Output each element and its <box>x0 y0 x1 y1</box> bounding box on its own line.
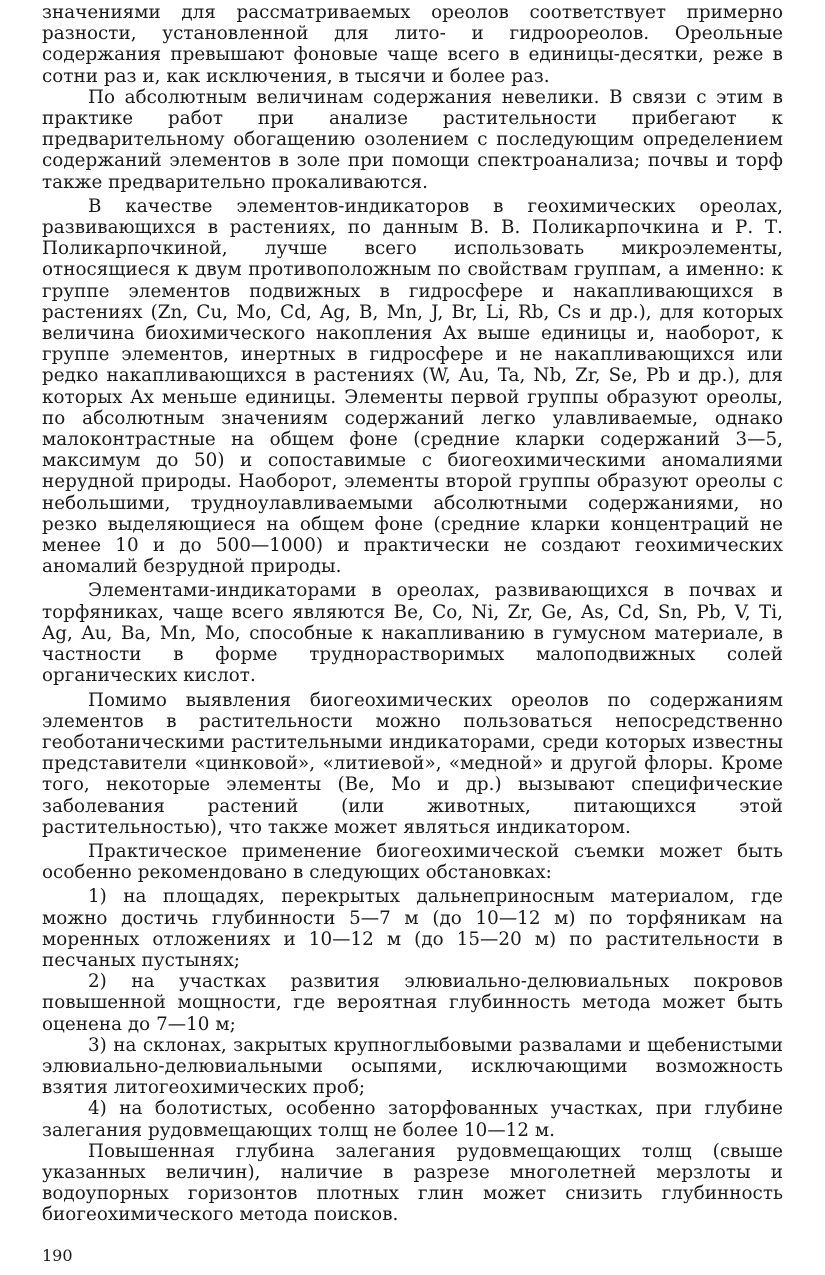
page-number: 190 <box>42 1246 73 1265</box>
list-item-3: 3) на склонах, закрытых крупноглыбовыми развалами и щебенистыми элювиально-делювиальными осыпями, исключающими возможность взятия литогеохимических проб; <box>42 1034 783 1099</box>
paragraph-practical-application: Практическое применение биогеохимической съемки может быть особенно рекомендовано в следующих обстановках: <box>42 840 783 884</box>
page-body <box>42 2 783 1226</box>
paragraph-absolute-values: По абсолютным величинам содержания невелики. В связи с этим в практике работ при анализе растительности прибегают к предварительному обогащению озолением с последующим определением содержаний элементов в золе при помощи спектроанализа; почвы и торф также предварительно прокаливаются. <box>42 86 783 193</box>
paragraph-continuation: значениями для рассматриваемых ореолов соответствует примерно разности, установленной для лито- и гидроореолов. Ореольные содержания превышают фоновые чаще всего в единицы-десятки, реже в сотни раз и, как исключения, в тысячи и более раз. <box>42 2 783 87</box>
list-item-1: 1) на площадях, перекрытых дальнеприносным материалом, где можно достичь глубинности 5—7 м (до 10—12 м) по торфяникам на моренных отложениях и 10—12 м (до 15—20 м) по растительности в песчаных пустынях; <box>42 886 783 971</box>
paragraph-indicator-elements-soils: Элементами-индикаторами в ореолах, развивающихся в почвах и торфяниках, чаще всего являются Be, Co, Ni, Zr, Ge, As, Cd, Sn, Pb, V, Ti, Ag, Au, Ba, Mn, Mo, способные к накапливанию в гумусном материале, в частности в форме труднорастворимых малоподвижных солей органических кислот. <box>42 580 783 687</box>
paragraph-indicator-elements-plants: В качестве элементов-индикаторов в геохимических ореолах, развивающихся в растениях, по данным В. В. Поликарпочкина и Р. Т. Поликарпочкиной, лучше всего использовать микроэлементы, относящиеся к двум противоположным по свойствам группам, а именно: к группе элементов подвижных в гидросфере и накапливающихся в растениях (Zn, Cu, Mo, Cd, Ag, B, Mn, J, Br, Li, Rb, Cs и др.), для которых величина биохимического накопления Ax выше единицы и, наоборот, к группе элементов, инертных в гидросфере и не накапливающихся или редко накапливающихся в растениях (W, Au, Ta, Nb, Zr, Se, Pb и др.), для которых Ax меньше единицы. Элементы первой группы образуют ореолы, по абсолютным значениям содержаний легко улавливаемые, однако малоконтрастные на общем фоне (средние кларки содержаний 3—5, максимум до 50) и сопоставимые с биогеохимическими аномалиями нерудной природы. Наоборот, элементы второй группы образуют ореолы с небольшими, трудноулавливаемыми абсолютными содержаниями, но резко выделяющиеся на общем фоне (средние кларки концентраций не менее 10 и до 500—1000) и практически не создают геохимических аномалий безрудной природы. <box>42 195 783 578</box>
list-item-4: 4) на болотистых, особенно заторфованных участках, при глубине залегания рудовмещающих толщ не более 10—12 м. <box>42 1098 783 1141</box>
list-item-2: 2) на участках развития элювиально-делювиальных покровов повышенной мощности, где вероятная глубинность метода может быть оценена до 7—10 м; <box>42 971 783 1035</box>
paragraph-geobotanical-indicators: Помимо выявления биогеохимических ореолов по содержаниям элементов в растительности можно пользоваться непосредственно геоботаническими растительными индикаторами, среди которых известны представители «цинковой», «литиевой», «медной» и другой флоры. Кроме того, некоторые элементы (Be, Mo и др.) вызывают специфические заболевания растений (или животных, питающихся этой растительностью), что также может являться индикатором. <box>42 689 783 838</box>
paragraph-depth-limitations: Повышенная глубина залегания рудовмещающих толщ (свыше указанных величин), наличие в разрезе многолетней мерзлоты и водоупорных горизонтов плотных глин может снизить глубинность биогеохимического метода поисков. <box>42 1140 783 1226</box>
